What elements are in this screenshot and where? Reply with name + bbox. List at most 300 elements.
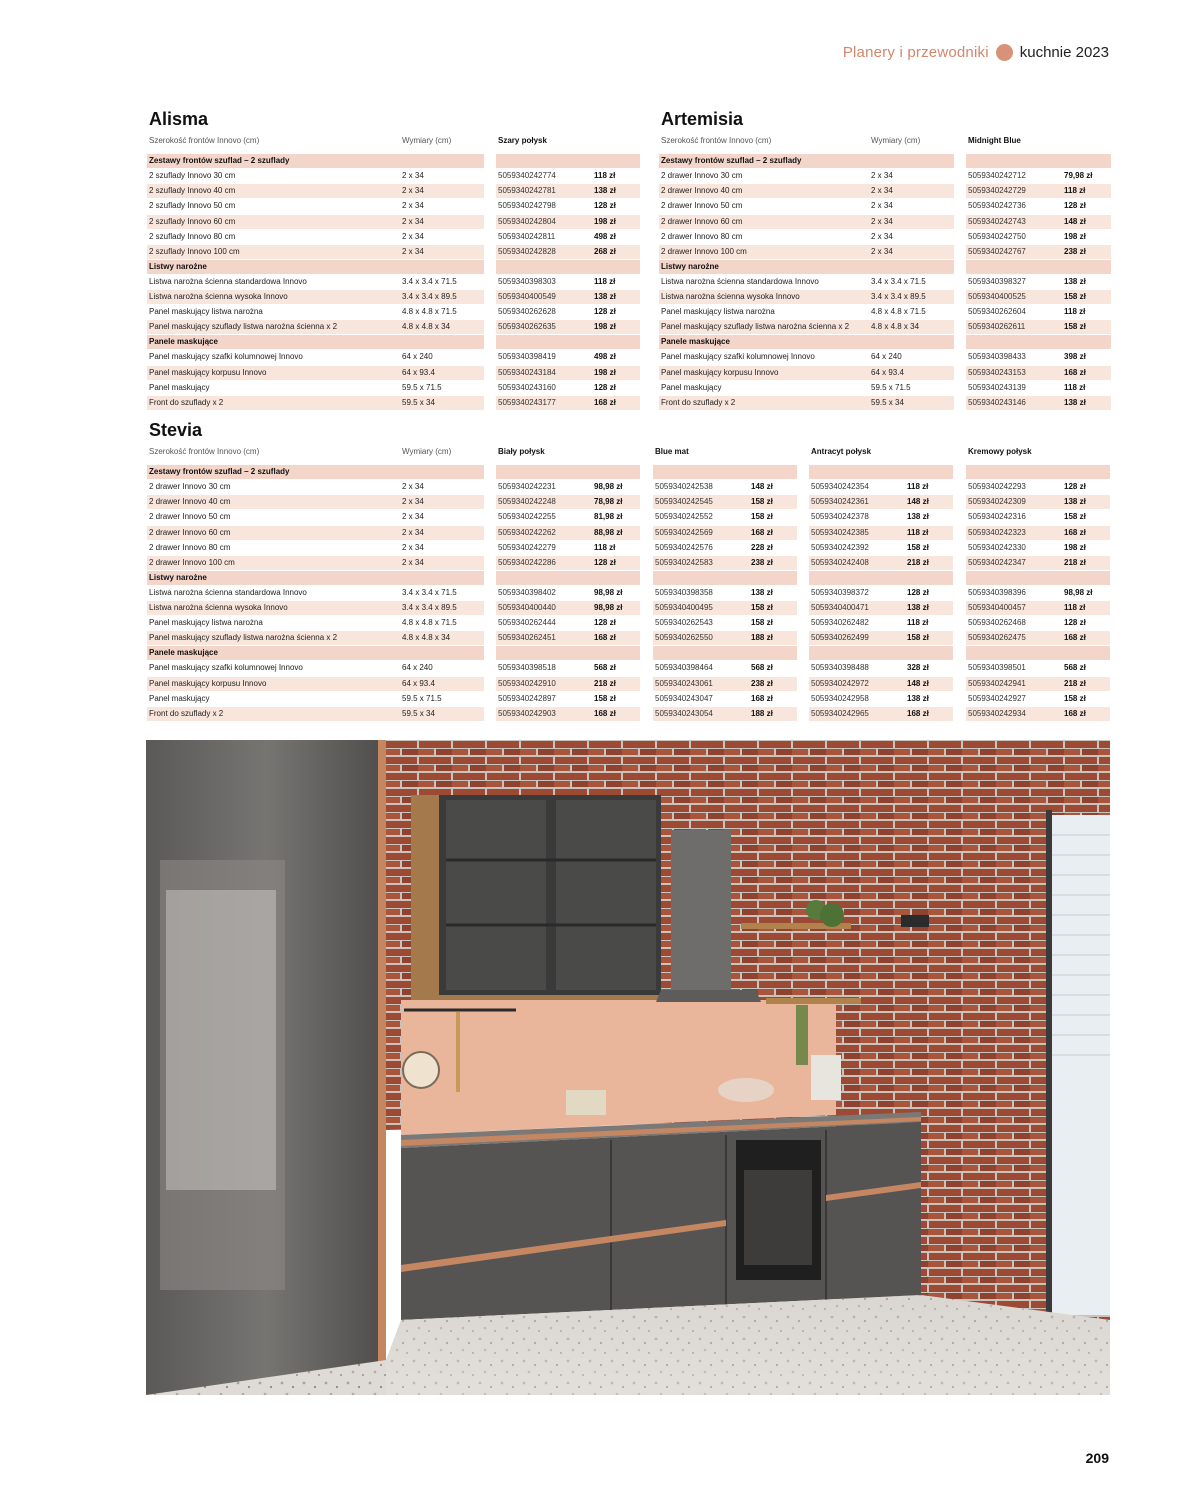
product-code: 5059340398396	[968, 587, 1026, 597]
product-code: 5059340398372	[811, 587, 869, 597]
product-price: 158 zł	[1064, 292, 1086, 301]
table-row	[659, 396, 1111, 410]
product-price: 158 zł	[1064, 512, 1086, 522]
product-code: 5059340262468	[968, 618, 1026, 628]
product-code: 5059340242255	[498, 512, 556, 522]
table-row	[147, 631, 1111, 645]
product-code: 5059340262543	[655, 618, 713, 628]
row-dims: 3.4 x 3.4 x 89.5	[402, 292, 457, 301]
product-price: 228 zł	[751, 542, 773, 552]
product-price: 128 zł	[1064, 618, 1086, 628]
table-row	[147, 510, 1111, 524]
row-label: Listwa narożna ścienna wysoka Innovo	[149, 603, 288, 612]
product-code: 5059340400525	[968, 292, 1026, 301]
row-dims: 2 x 34	[402, 171, 424, 181]
row-dims: 4.8 x 4.8 x 34	[871, 322, 920, 332]
category-band	[653, 465, 797, 479]
table-row	[147, 526, 1111, 540]
row-label: Listwa narożna ścienna wysoka Innovo	[149, 292, 288, 301]
product-code: 5059340242552	[655, 512, 713, 522]
category-row	[659, 154, 1111, 168]
header-variant-label: Kremowy połysk	[968, 447, 1032, 456]
category-row	[147, 335, 640, 349]
category-row	[147, 465, 1111, 479]
product-code: 5059340242354	[811, 482, 869, 492]
product-price: 98,98 zł	[594, 603, 623, 612]
product-code: 5059340242743	[968, 216, 1026, 226]
table-row	[147, 707, 1111, 721]
stevia-title: Stevia	[149, 420, 203, 440]
row-dims: 2 x 34	[402, 542, 424, 552]
product-price: 268 zł	[594, 246, 616, 256]
table-row	[147, 480, 1111, 494]
product-price: 118 zł	[1064, 186, 1086, 196]
row-label: Listwa narożna ścienna standardowa Innovo	[149, 587, 307, 597]
table-row	[147, 366, 640, 380]
table-row	[147, 556, 1111, 570]
row-dims: 2 x 34	[871, 216, 893, 226]
table-row	[147, 661, 1111, 675]
table-row	[659, 169, 1111, 183]
row-dims: 2 x 34	[402, 216, 424, 226]
category-band	[653, 571, 797, 585]
category-label: Listwy narożne	[149, 572, 207, 582]
header-variant-label: Biały połysk	[498, 447, 545, 456]
category-band	[496, 465, 640, 479]
product-price: 498 zł	[594, 231, 616, 241]
row-label: Panel maskujący	[149, 382, 210, 392]
row-dims: 2 x 34	[402, 482, 424, 492]
product-price: 498 zł	[594, 352, 616, 362]
category-label: Zestawy frontów szuflad – 2 szuflady	[661, 156, 802, 166]
product-code: 5059340242941	[968, 678, 1026, 688]
category-label: Zestawy frontów szuflad – 2 szuflady	[149, 467, 290, 477]
category-row	[147, 646, 1111, 660]
row-label: Panel maskujący korpusu Innovo	[149, 367, 267, 377]
artemisia-title: Artemisia	[661, 109, 744, 129]
product-code: 5059340242248	[498, 497, 556, 507]
product-price: 128 zł	[907, 587, 929, 597]
product-code: 5059340243146	[968, 397, 1026, 407]
table-row	[659, 245, 1111, 259]
row-dims: 64 x 93.4	[871, 367, 904, 377]
product-code: 5059340242576	[655, 542, 713, 552]
product-price: 81,98 zł	[594, 512, 623, 522]
product-code: 5059340243054	[655, 708, 713, 718]
table-row	[659, 381, 1111, 395]
row-dims: 3.4 x 3.4 x 71.5	[402, 276, 457, 286]
category-row	[147, 260, 640, 274]
row-dims: 2 x 34	[402, 246, 424, 256]
category-band	[809, 571, 953, 585]
product-code: 5059340400495	[655, 603, 713, 612]
product-price: 218 zł	[594, 678, 616, 688]
row-label: 2 drawer Innovo 60 cm	[661, 216, 743, 226]
product-price: 118 zł	[907, 482, 929, 492]
row-label: Listwa narożna ścienna standardowa Innovo	[149, 276, 307, 286]
table-row	[147, 381, 640, 395]
product-price: 168 zł	[1064, 708, 1086, 718]
row-dims: 59.5 x 34	[402, 397, 435, 407]
product-price: 158 zł	[751, 497, 773, 507]
row-label: 2 szuflady Innovo 80 cm	[149, 231, 236, 241]
table-row	[147, 184, 640, 198]
category-row	[147, 571, 1111, 585]
category-band	[496, 260, 640, 274]
product-price: 98,98 zł	[594, 587, 623, 597]
row-dims: 64 x 240	[871, 352, 902, 362]
row-label: Front do szuflady x 2	[149, 397, 224, 407]
product-price: 218 zł	[907, 557, 929, 567]
row-dims: 64 x 93.4	[402, 678, 435, 688]
product-code: 5059340242361	[811, 497, 869, 507]
product-code: 5059340242293	[968, 482, 1026, 492]
product-code: 5059340242910	[498, 678, 556, 688]
product-price: 238 zł	[1064, 246, 1086, 256]
row-label: 2 szuflady Innovo 60 cm	[149, 216, 236, 226]
alisma-price-table	[147, 134, 640, 414]
row-dims: 4.8 x 4.8 x 71.5	[871, 307, 926, 317]
product-code: 5059340242330	[968, 542, 1026, 552]
product-code: 5059340242927	[968, 693, 1026, 703]
product-code: 5059340242934	[968, 708, 1026, 718]
row-dims: 3.4 x 3.4 x 89.5	[871, 292, 926, 301]
product-price: 138 zł	[751, 587, 773, 597]
product-price: 158 zł	[594, 693, 616, 703]
product-price: 198 zł	[594, 367, 616, 377]
row-label: Panel maskujący	[661, 382, 722, 392]
product-code: 5059340242750	[968, 231, 1026, 241]
table-row	[147, 305, 640, 319]
category-band	[809, 646, 953, 660]
product-code: 5059340243184	[498, 367, 556, 377]
product-price: 118 zł	[1064, 382, 1086, 392]
product-code: 5059340243139	[968, 382, 1026, 392]
product-price: 168 zł	[1064, 367, 1086, 377]
product-price: 118 zł	[1064, 603, 1086, 612]
product-code: 5059340242736	[968, 201, 1026, 211]
product-price: 168 zł	[907, 708, 929, 718]
product-code: 5059340243061	[655, 678, 713, 688]
row-dims: 2 x 34	[402, 557, 424, 567]
table-row	[659, 290, 1111, 304]
product-code: 5059340398402	[498, 587, 556, 597]
product-price: 79,98 zł	[1064, 171, 1093, 181]
artemisia-price-table	[659, 134, 1111, 414]
product-code: 5059340242231	[498, 482, 556, 492]
row-label: Listwa narożna ścienna wysoka Innovo	[661, 292, 800, 301]
category-band	[966, 260, 1111, 274]
page-number: 209	[1085, 1450, 1109, 1466]
product-price: 218 zł	[1064, 557, 1086, 567]
header-variant-label: Antracyt połysk	[811, 447, 872, 456]
product-code: 5059340242903	[498, 708, 556, 718]
table-row	[147, 215, 640, 229]
product-price: 158 zł	[1064, 693, 1086, 703]
row-dims: 2 x 34	[871, 171, 893, 181]
product-code: 5059340398327	[968, 276, 1026, 286]
product-price: 128 zł	[594, 557, 616, 567]
product-price: 138 zł	[594, 186, 616, 196]
row-label: 2 drawer Innovo 80 cm	[149, 542, 231, 552]
table-header	[147, 445, 1111, 459]
kitchen-illustration	[146, 740, 1110, 1395]
table-row	[147, 601, 1111, 615]
product-price: 158 zł	[751, 618, 773, 628]
product-code: 5059340243177	[498, 397, 556, 407]
product-price: 98,98 zł	[1064, 587, 1093, 597]
product-price: 568 zł	[594, 663, 616, 673]
row-dims: 2 x 34	[871, 186, 893, 196]
row-label: Panel maskujący listwa narożna	[149, 307, 263, 317]
product-code: 5059340242583	[655, 557, 713, 567]
row-label: Front do szuflady x 2	[149, 708, 224, 718]
product-code: 5059340242712	[968, 171, 1026, 181]
product-code: 5059340262635	[498, 322, 556, 332]
header-variant-label: Szary połysk	[498, 136, 547, 145]
row-dims: 2 x 34	[871, 201, 893, 211]
header-width-label: Szerokość frontów Innovo (cm)	[149, 136, 260, 145]
row-label: Front do szuflady x 2	[661, 397, 736, 407]
header-width-label: Szerokość frontów Innovo (cm)	[661, 136, 772, 145]
row-dims: 64 x 240	[402, 352, 433, 362]
product-price: 128 zł	[594, 201, 616, 211]
table-row	[147, 230, 640, 244]
row-label: 2 szuflady Innovo 50 cm	[149, 201, 236, 211]
product-price: 398 zł	[1064, 352, 1086, 362]
product-code: 5059340242774	[498, 171, 556, 181]
product-code: 5059340242316	[968, 512, 1026, 522]
product-price: 198 zł	[594, 216, 616, 226]
product-price: 188 zł	[751, 633, 773, 643]
product-code: 5059340262550	[655, 633, 713, 643]
product-code: 5059340262444	[498, 618, 556, 628]
row-label: Panel maskujący szuflady listwa narożna ścienna x 2	[149, 633, 338, 643]
product-code: 5059340262475	[968, 633, 1026, 643]
product-price: 168 zł	[594, 397, 616, 407]
product-code: 5059340242965	[811, 708, 869, 718]
table-row	[659, 350, 1111, 364]
product-code: 5059340400471	[811, 603, 869, 612]
product-code: 5059340398433	[968, 352, 1026, 362]
category-row	[659, 335, 1111, 349]
product-code: 5059340243153	[968, 367, 1026, 377]
product-price: 128 zł	[594, 307, 616, 317]
product-price: 198 zł	[594, 322, 616, 332]
category-band	[966, 465, 1110, 479]
category-label: Panele maskujące	[661, 337, 730, 347]
row-dims: 59.5 x 34	[871, 397, 904, 407]
header-variant-label: Midnight Blue	[968, 136, 1021, 145]
product-price: 138 zł	[1064, 276, 1086, 286]
product-code: 5059340242378	[811, 512, 869, 522]
product-code: 5059340262482	[811, 618, 869, 628]
product-code: 5059340242729	[968, 186, 1026, 196]
product-code: 5059340242811	[498, 231, 556, 241]
product-price: 118 zł	[594, 171, 616, 181]
table-row	[147, 290, 640, 304]
table-row	[659, 199, 1111, 213]
product-code: 5059340242392	[811, 542, 869, 552]
product-price: 128 zł	[1064, 482, 1086, 492]
row-dims: 3.4 x 3.4 x 89.5	[402, 603, 457, 612]
product-price: 168 zł	[1064, 633, 1086, 643]
row-label: Panel maskujący	[149, 693, 210, 703]
category-band	[809, 465, 953, 479]
product-price: 218 zł	[1064, 678, 1086, 688]
product-price: 118 zł	[907, 618, 929, 628]
product-price: 138 zł	[907, 603, 929, 612]
category-label: Panele maskujące	[149, 648, 218, 658]
row-dims: 2 x 34	[402, 201, 424, 211]
header-width-label: Szerokość frontów Innovo (cm)	[149, 447, 260, 456]
product-code: 5059340243160	[498, 382, 556, 392]
table-header	[659, 134, 1111, 148]
product-code: 5059340262628	[498, 307, 556, 317]
stevia-price-table	[147, 445, 1111, 725]
table-row	[659, 305, 1111, 319]
product-price: 88,98 zł	[594, 527, 623, 537]
product-price: 118 zł	[1064, 307, 1086, 317]
row-dims: 2 x 34	[871, 231, 893, 241]
product-code: 5059340398419	[498, 352, 556, 362]
product-price: 138 zł	[907, 512, 929, 522]
product-code: 5059340400440	[498, 603, 556, 612]
product-price: 138 zł	[1064, 397, 1086, 407]
category-label: Panele maskujące	[149, 337, 218, 347]
product-price: 128 zł	[594, 618, 616, 628]
category-band	[966, 646, 1110, 660]
category-band	[653, 646, 797, 660]
product-price: 148 zł	[907, 678, 929, 688]
row-label: Listwa narożna ścienna standardowa Innovo	[661, 276, 819, 286]
row-label: Panel maskujący szuflady listwa narożna ścienna x 2	[149, 322, 338, 332]
product-price: 98,98 zł	[594, 482, 623, 492]
alisma-title: Alisma	[149, 109, 209, 129]
table-row	[147, 245, 640, 259]
product-code: 5059340398518	[498, 663, 556, 673]
row-dims: 59.5 x 34	[402, 708, 435, 718]
category-label: Listwy narożne	[149, 261, 207, 271]
product-price: 118 zł	[594, 542, 616, 552]
table-row	[147, 350, 640, 364]
table-row	[147, 541, 1111, 555]
table-row	[659, 366, 1111, 380]
table-row	[147, 169, 640, 183]
row-label: 2 drawer Innovo 40 cm	[149, 497, 231, 507]
product-code: 5059340242828	[498, 246, 556, 256]
product-code: 5059340242538	[655, 482, 713, 492]
category-row	[147, 154, 640, 168]
header-category: Planery i przewodniki	[842, 44, 989, 61]
row-dims: 2 x 34	[402, 231, 424, 241]
product-code: 5059340398501	[968, 663, 1026, 673]
row-label: 2 drawer Innovo 40 cm	[661, 186, 743, 196]
product-price: 168 zł	[751, 693, 773, 703]
header-catalog: kuchnie 2023	[1019, 44, 1109, 61]
row-label: Panel maskujący szuflady listwa narożna ścienna x 2	[661, 322, 850, 332]
category-label: Listwy narożne	[661, 261, 719, 271]
product-code: 5059340398464	[655, 663, 713, 673]
row-label: 2 drawer Innovo 60 cm	[149, 527, 231, 537]
table-row	[659, 230, 1111, 244]
row-dims: 3.4 x 3.4 x 71.5	[871, 276, 926, 286]
product-price: 168 zł	[751, 527, 773, 537]
table-row	[147, 677, 1111, 691]
row-dims: 3.4 x 3.4 x 71.5	[402, 587, 457, 597]
product-price: 138 zł	[1064, 497, 1086, 507]
product-code: 5059340262604	[968, 307, 1026, 317]
row-dims: 2 x 34	[871, 246, 893, 256]
product-code: 5059340242569	[655, 527, 713, 537]
product-code: 5059340242408	[811, 557, 869, 567]
product-code: 5059340242897	[498, 693, 556, 703]
product-price: 118 zł	[907, 527, 929, 537]
product-price: 118 zł	[594, 276, 616, 286]
row-dims: 64 x 93.4	[402, 367, 435, 377]
row-label: Panel maskujący listwa narożna	[149, 618, 263, 628]
product-price: 138 zł	[907, 693, 929, 703]
category-band	[496, 571, 640, 585]
product-code: 5059340262451	[498, 633, 556, 643]
product-price: 238 zł	[751, 678, 773, 688]
product-code: 5059340242347	[968, 557, 1026, 567]
kitchen-photo	[146, 740, 1110, 1395]
row-dims: 2 x 34	[402, 527, 424, 537]
row-label: Panel maskujący szafki kolumnowej Innovo	[661, 352, 815, 362]
row-dims: 64 x 240	[402, 663, 433, 673]
product-price: 168 zł	[1064, 527, 1086, 537]
row-label: 2 drawer Innovo 30 cm	[661, 171, 743, 181]
product-code: 5059340242323	[968, 527, 1026, 537]
row-label: 2 drawer Innovo 30 cm	[149, 482, 231, 492]
product-price: 148 zł	[1064, 216, 1086, 226]
row-dims: 59.5 x 71.5	[402, 382, 442, 392]
product-price: 158 zł	[751, 603, 773, 612]
table-header	[147, 134, 640, 148]
product-price: 158 zł	[751, 512, 773, 522]
row-label: Panel maskujący listwa narożna	[661, 307, 775, 317]
row-dims: 4.8 x 4.8 x 71.5	[402, 307, 457, 317]
row-dims: 4.8 x 4.8 x 34	[402, 633, 451, 643]
header-dims-label: Wymiary (cm)	[402, 136, 452, 145]
product-code: 5059340242972	[811, 678, 869, 688]
row-label: 2 drawer Innovo 100 cm	[149, 557, 235, 567]
product-price: 128 zł	[594, 382, 616, 392]
product-code: 5059340242958	[811, 693, 869, 703]
row-dims: 4.8 x 4.8 x 71.5	[402, 618, 457, 628]
row-label: 2 drawer Innovo 100 cm	[661, 246, 747, 256]
row-dims: 2 x 34	[402, 512, 424, 522]
product-price: 198 zł	[1064, 542, 1086, 552]
product-code: 5059340242767	[968, 246, 1026, 256]
category-band	[966, 335, 1111, 349]
table-row	[147, 692, 1111, 706]
row-label: Panel maskujący szafki kolumnowej Innovo	[149, 352, 303, 362]
product-price: 238 zł	[751, 557, 773, 567]
product-price: 328 zł	[907, 663, 929, 673]
row-dims: 59.5 x 71.5	[871, 382, 911, 392]
row-label: Panel maskujący korpusu Innovo	[149, 678, 267, 688]
table-row	[147, 616, 1111, 630]
category-label: Zestawy frontów szuflad – 2 szuflady	[149, 156, 290, 166]
header-dims-label: Wymiary (cm)	[871, 136, 921, 145]
product-code: 5059340400457	[968, 603, 1026, 612]
table-row	[659, 215, 1111, 229]
row-label: 2 szuflady Innovo 40 cm	[149, 186, 236, 196]
product-price: 568 zł	[1064, 663, 1086, 673]
row-dims: 59.5 x 71.5	[402, 693, 442, 703]
